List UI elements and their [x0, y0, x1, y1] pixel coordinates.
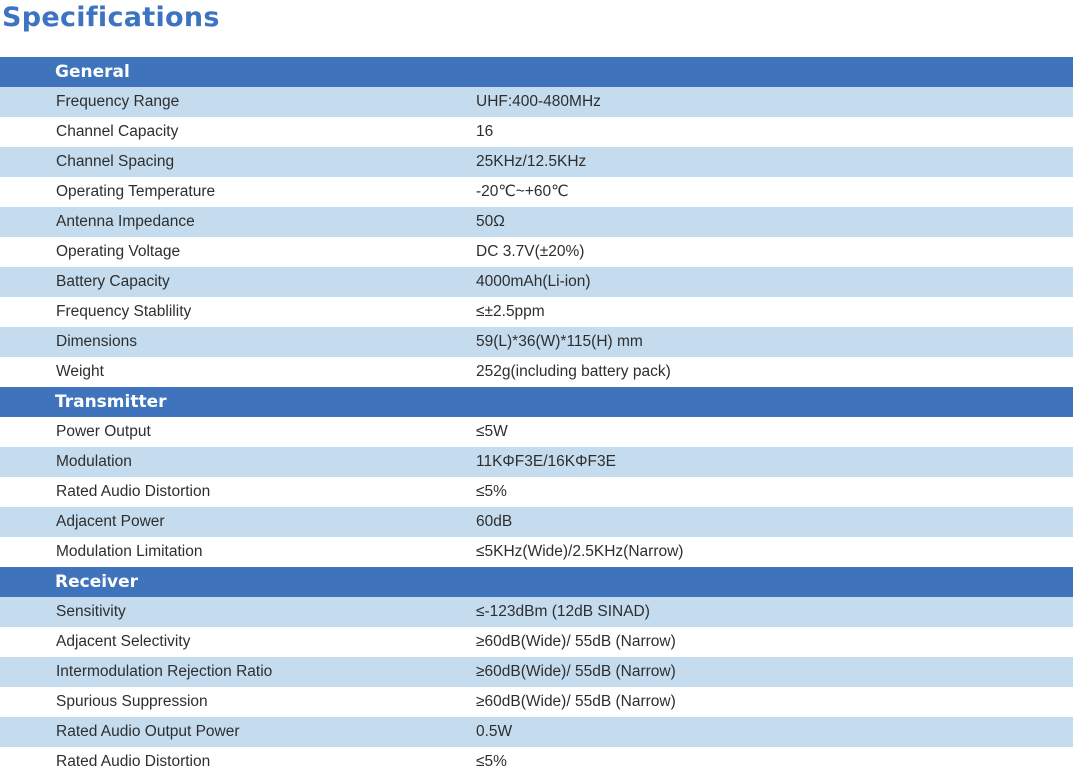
table-row — [0, 297, 1073, 327]
table-row — [0, 477, 1073, 507]
table-row — [0, 357, 1073, 387]
spec-value: ≤5KHz(Wide)/2.5KHz(Narrow) — [476, 543, 684, 560]
spec-label: Modulation Limitation — [56, 543, 203, 560]
table-row — [0, 597, 1073, 627]
spec-value: 11KΦF3E/16KΦF3E — [476, 453, 616, 470]
spec-value: DC 3.7V(±20%) — [476, 243, 585, 260]
table-row — [0, 717, 1073, 747]
table-row — [0, 207, 1073, 237]
table-row — [0, 537, 1073, 567]
spec-value: 252g(including battery pack) — [476, 363, 671, 380]
table-row — [0, 417, 1073, 447]
spec-label: Sensitivity — [56, 603, 126, 620]
spec-value: ≤5W — [476, 423, 508, 440]
spec-label: Frequency Range — [56, 93, 180, 110]
page-title: Specifications — [2, 2, 220, 33]
spec-value: 4000mAh(Li-ion) — [476, 273, 591, 290]
spec-label: Weight — [56, 363, 104, 380]
spec-value: ≥60dB(Wide)/ 55dB (Narrow) — [476, 633, 676, 650]
table-row — [0, 447, 1073, 477]
spec-value: ≤-123dBm (12dB SINAD) — [476, 603, 650, 620]
spec-label: Rated Audio Output Power — [56, 723, 240, 740]
table-row — [0, 687, 1073, 717]
spec-value: ≤5% — [476, 753, 507, 770]
section-header-general: General — [0, 57, 1073, 87]
spec-value: 59(L)*36(W)*115(H) mm — [476, 333, 643, 350]
spec-label: Channel Spacing — [56, 153, 175, 170]
spec-value: -20℃~+60℃ — [476, 183, 569, 200]
spec-value: ≤±2.5ppm — [476, 303, 545, 320]
table-row — [0, 327, 1073, 357]
spec-value: ≥60dB(Wide)/ 55dB (Narrow) — [476, 663, 676, 680]
section-header-receiver: Receiver — [0, 567, 1073, 597]
spec-value: ≥60dB(Wide)/ 55dB (Narrow) — [476, 693, 676, 710]
spec-label: Operating Voltage — [56, 243, 181, 260]
spec-label: Power Output — [56, 423, 151, 440]
table-row — [0, 87, 1073, 117]
spec-label: Rated Audio Distortion — [56, 483, 211, 500]
spec-table — [0, 57, 1073, 777]
table-row — [0, 237, 1073, 267]
table-row — [0, 117, 1073, 147]
table-row — [0, 627, 1073, 657]
spec-label: Intermodulation Rejection Ratio — [56, 663, 273, 680]
spec-value: ≤5% — [476, 483, 507, 500]
table-row — [0, 747, 1073, 777]
spec-label: Operating Temperature — [56, 183, 216, 200]
spec-value: UHF:400-480MHz — [476, 93, 601, 110]
spec-label: Adjacent Selectivity — [56, 633, 191, 650]
table-row — [0, 177, 1073, 207]
spec-label: Battery Capacity — [56, 273, 170, 290]
spec-label: Dimensions — [56, 333, 137, 350]
table-row — [0, 147, 1073, 177]
spec-value: 16 — [476, 123, 494, 140]
spec-value: 60dB — [476, 513, 513, 530]
table-row — [0, 657, 1073, 687]
table-row — [0, 507, 1073, 537]
section-header-transmitter: Transmitter — [0, 387, 1073, 417]
spec-label: Modulation — [56, 453, 132, 470]
spec-value: 0.5W — [476, 723, 513, 740]
spec-label: Spurious Suppression — [56, 693, 208, 710]
spec-label: Antenna Impedance — [56, 213, 195, 230]
spec-label: Frequency Stablility — [56, 303, 192, 320]
spec-value: 50Ω — [476, 213, 505, 230]
table-row — [0, 267, 1073, 297]
spec-label: Adjacent Power — [56, 513, 165, 530]
spec-label: Rated Audio Distortion — [56, 753, 211, 770]
spec-value: 25KHz/12.5KHz — [476, 153, 587, 170]
spec-label: Channel Capacity — [56, 123, 179, 140]
